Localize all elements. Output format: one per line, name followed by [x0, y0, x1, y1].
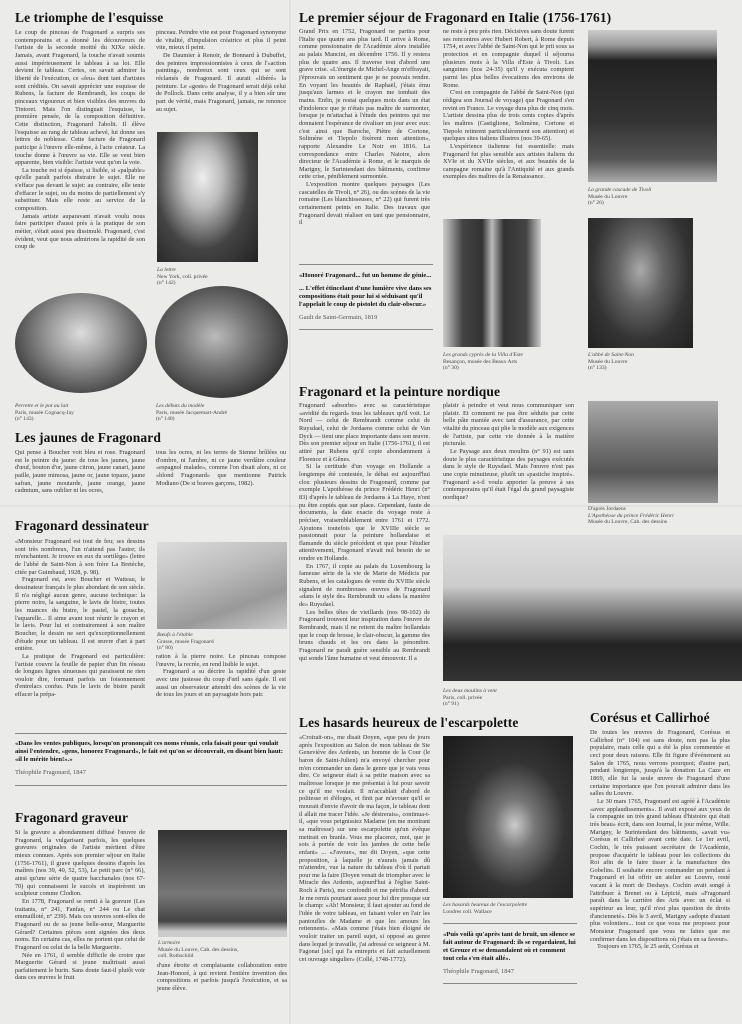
paragraph: ne reste à peu près rien. Décisives sans doute furent ses rencontres avec Hubert Robert, à Rome depuis 1754, et avec l'abbé de Saint-Non qui le prit sous sa protection et en compagnie duquel il séjourna plusieurs mois à la Villa d'Este à Tivoli. Les sanguines (nos 24-35) qu'il y exécuta comptent parmi les plus belles évocations des environs de Rome. — [443, 28, 574, 89]
painting-deux-moulins — [443, 535, 742, 681]
paragraph: Fragonard a su décrire la rapidité d'un geste avec une justesse du coup d'œil sans égale. Il est aussi un observateur attendri des scènes de la vie de tous les jours et un paysagiste hors pair. — [156, 668, 286, 699]
article-column — [15, 29, 145, 251]
paragraph: Fragonard «absorbe» avec sa caractéristique «avidité du regard» tous les tableaux qu'il voit. Le Nord — celui de Rembrandt comme celui de Ruysdael, celui de Jordaens comme celui de Van Dyck — tient une place importante dans son œuvre. Dès son premier séjour en Italie (1756-1761), il est attiré par Rubens qu'il copie abondamment à Florence et à Gênes. — [299, 402, 430, 463]
painting-grande-cascade-tivoli — [588, 30, 717, 182]
image-caption: L'armoire Musée du Louvre, Cab. des dessins, coll. Rothschild — [158, 940, 239, 960]
article-heading: Fragonard dessinateur — [15, 518, 149, 533]
paragraph: L'exposition montre quelques paysages (Les cascatelles de Tivoli, n° 26), ou des scènes de la vie romaine (Les blanchisseuses, n° 22) qui furent très certainement peints en Italie. Des travaux que Fragonard devait réaliser en tant que pensionnaire, il — [299, 181, 430, 227]
drawing-grands-cypres — [443, 219, 541, 347]
image-caption: Perrette et le pot au lait Paris, musée Cognacq-Jay (n° 143) — [15, 403, 74, 423]
article-column — [15, 538, 145, 699]
image-caption: Les débuts du modèle Paris, musée Jacquemart-André (n° 140) — [156, 403, 227, 423]
paragraph: Le coup de pinceau de Fragonard a surpris ses contemporains et a étonné les découvreurs de l'artiste de la seconde moitié du XIXe siècle. Jamais, avant Fragonard, la touche n'avait soumis aussi impérieusement le tableau à sa loi. Elle devient le tableau. Certes, on savait admirer la liberté de l'exécution, ce «feu» dont tant d'artistes sont crédités. On savait apprécier une esquisse de Rubens, la facture de Rembrandt, les coups de pinceaux vigoureux et bien visibles des œuvres du Tintoret. Mais l'on distinguait l'esquisse, la première pensée, de la composition définitive. Cette distinction, Fragonard l'abolit. Il élève l'esquisse au rang de tableau achevé, lui donne ses lettres de noblesse. Cette facture de Fragonard participe à l'œuvre elle-même, à l'acte créateur. La touche donne à l'œuvre sa vie. Elle se veut bien apparente, bien visible: l'artiste veut qu'on la voie. — [15, 29, 145, 167]
paragraph: Les belles têtes de vieillards (nos 98-102) de Fragonard trouvent leur inspiration dans l'œuvre de Rembrandt, mais il ne retient du maître hollandais que le coup de brosse, le clair-obscur, la gamme des bruns chauds et les ors dans la pénombre. Fragonard ne paraît guère sensible au Rembrandt qui sonde l'âme humaine et veut émouvoir. Il a — [299, 608, 430, 662]
article-column — [157, 962, 287, 993]
article-column — [590, 729, 730, 951]
painting-debuts-du-modele — [155, 286, 288, 398]
paragraph: Toujours en 1765, le 25 août, Corésus et — [597, 943, 699, 951]
pull-quote — [299, 264, 433, 330]
quote-text: «Dans les ventes publiques, lorsqu'on prononçait ces noms réunis, cela faisait pour qui voulait ainsi l'entendre, «gens, honorez Fragonard», le fait est qu'on se découvrait, en disant bien haut: «il le mérite bien!».» — [15, 740, 283, 763]
paragraph: La pratique de Fragonard est particulière: l'artiste couvre la feuille de papier d'un fin réseau de longues lignes sinueuses qui paraissent ne rien vouloir dire, formant parfois un foisonnement d'entrelacs confus. Puis le lavis de bistre paraît effacer la prépa- — [15, 652, 145, 699]
article-column — [299, 402, 430, 662]
quote-text: «Honoré Fragonard... fut un homme de génie... — [299, 272, 432, 279]
painting-perrette — [15, 293, 147, 393]
pull-quote — [15, 733, 287, 786]
paragraph: Née en 1761, il semble difficile de croire que Marguerite Gérard si jeune maîtrisait aussi parfaitement le burin. Sans doute faut-il plutôt voir dans ces œuvres le fruit — [15, 951, 145, 982]
paragraph: «Croirait-on», me disait Doyen, «que peu de jours après l'exposition au Salon de mon tableau de Ste Geneviève des Ardents, un homme de la Cour (le baron de Saint-Julien) m'a envoyé chercher pour m'en commander un dans le genre que je vais vous dire. Ce seigneur était à sa petite maison avec sa maîtresse lorsque je me présentai à lui pour savoir ce qu'il me voulait. Il m'accablait d'abord de politesse et d'éloges, et finit par m'avouer qu'il se mourait d'envie d'avoir de ma façon, le tableau dont il allait me tracer l'idée. «Je désirerais», continua-t-il, «que vous peignissiez Madame (en me montrant sa maîtresse) sur une escarpolette qu'un évêque mettrait en branle. Vous me placerez, moi, que je sois à portée de voir les jambes de cette belle enfant» ... «J'avoue», me dit Doyen, «que cette proposition, à laquelle je n'aurais jamais dû m'attendre, vue la nature du tableau d'où il partait pour me la faire (Doyen venait de triompher avec le Miracle des Ardents, aujourd'hui à l'église Saint-Roch à Paris), me confondit et me pétrifia d'abord. Je me remis pourtant assez pour lui dire presque sur le champ: «Ah! Monsieur, il faut ajouter au fond de l'idée de votre tableau, en faisant voler en l'air les pantoufles de Madame et que les amours les retiennent». «Mais comme j'étais bien éloigné de vouloir traiter un pareil sujet, si opposé au genre dans lequel je travaille, j'ai adressé ce seigneur à M. Fagonat [sic] qui l'a entrepris et fait actuellement cet ouvrage singulier» (Collé, 1748-1772). — [299, 734, 430, 964]
paragraph: De toutes les œuvres de Fragonard, Corésus et Callirhoé (n° 104) est sans doute, non pas la plus populaire, mais celle qui a été la plus commentée et ceci pour deux raisons. Elle fit figure d'événement au Salon de 1765, nous verrons pourquoi; d'autre part, pendant longtemps, jusqu'à la donation La Caze en 1869, elle fut la seule œuvre de Fragonard d'une certaine importance que l'on pouvait admirer dans les salles du Louvre. — [590, 729, 730, 798]
image-caption: La lettre New York, coll. privée (n° 142) — [157, 267, 208, 287]
image-caption: Les grands cyprès de la Villa d'Este Besançon, musée des Beaux Arts (n° 30) — [443, 352, 524, 372]
paragraph: tous les ocres, ni les terres de Sienne brûlées ou d'ombre, ni l'ambre, ni ce jaune verdâtre couleur «espagnol malade», comme l'on disait alors, ni ce «blond Fragonard» que mentionne Patrick Modiano (De si braves garçons, 1982). — [156, 449, 286, 487]
quote-text: «Puis voilà qu'après tant de bruit, un silence se fait autour de Fragonard: ils se regardaient, lui et Greuze et se demandaient où et comment tout cela s'en était allé». — [443, 931, 576, 962]
image-caption: D'après Jordaens L'Apothéose du prince Frédéric Henri Musée du Louvre, Cab. des dessins — [588, 506, 674, 526]
paragraph: La touche est si épaisse, si lisible, si «palpable» qu'elle paraît parfois distraire le sujet. Elle ne s'efface pas devant le sujet: au contraire, elle tente d'effacer le sujet, ou du moins de partiellement s'y substituer. Mais elle reste au service de la composition. — [15, 166, 145, 213]
paragraph: C'est en compagnie de l'abbé de Saint-Non (qui rédigea son Journal de voyage) que Fragonard s'en revint en France. Le voyage dura plus de cinq mois. L'artiste dessina plus de trois cents copies d'après les maîtres (Castiglione, Solimène, Cortone et Tiepolo retinrent particulièrement son attention) et quelques sites italiens illustres (nos 39-65). — [443, 89, 574, 143]
article-heading: Fragonard et la peinture nordique — [299, 384, 501, 399]
article-heading: Le triomphe de l'esquisse — [15, 10, 164, 25]
article-column — [15, 449, 145, 495]
paragraph: En 1767, il copie au palais du Luxembourg la fameuse série de la vie de Marie de Médicis par Rubens, et les catalogues de vente du XVIIIe siècle signalent de nombreuses œuvres de Fragonard «dans le style de» Rembrandt ou «dans la manière de» Ruysdael. — [299, 562, 430, 609]
article-heading: Les hasards heureux de l'escarpolette — [299, 715, 519, 730]
quote-author: Théophile Fragonard, 1847 — [443, 968, 514, 975]
paragraph: En 1778, Fragonard se remit à la gravure (Les traitants, n° 241, Fanfan, n° 244 ou Le chat emmailloté, n° 239). Mais ces œuvres sont-elles de Fragonard ou de sa jeune belle-sœur, Marguerite Gérard? Certaines pièces sont signées des deux noms. En certains cas, elles ne portent que celui de Fragonard ou celui de la belle Marguerite. — [15, 897, 145, 951]
quote-author: Théophile Fragonard, 1847 — [15, 769, 86, 776]
article-column — [156, 449, 286, 487]
paragraph: pinceau. Peindre vite est pour Fragonard synonyme de vitalité, d'impulsion créatrice et plus il peint vite, mieux il peint. — [156, 29, 286, 52]
image-caption: Bœufs à l'étable Grasse, musée Fragonard (n° 80) — [157, 632, 214, 652]
pull-quote — [443, 923, 577, 984]
article-column — [443, 28, 574, 181]
article-heading: Fragonard graveur — [15, 810, 129, 825]
paragraph: Le Paysage aux deux moulins (n° 91) est sans doute le plus caractéristique des paysages exécutés dans le style de Ruysdael. Mais l'œuvre n'est pas une copie minutieuse, plutôt un «pastiche inspiré». Fragonard a-t-il voulu apporter la preuve à ses contemporains qu'il était l'égal du grand paysagiste nordique? — [443, 447, 574, 501]
paragraph: Si la gravure a abondamment diffusé l'œuvre de Fragonard, la vulgarisant parfois, les quelques gravures originales de l'artiste méritent d'être mieux connues. Après son premier séjour en Italie (1756-1761), il grave quelques dessins d'après les maîtres (nos 39, 40, 52, 53), Le petit parc (n° 66), ainsi qu'une série de quatre bacchanales (nos 67-70) qui connaissent le succès et inspirèrent un sculpteur comme Clodion. — [15, 829, 145, 898]
paragraph: Qui pense à Boucher voit bleu et rose. Fragonard est le peintre du jaune: de tous les jaunes, jaune d'œuf, bouton d'or, jaune citron, jaune canari, jaune paille, jaune mimosa, jaune or, jaune topaze, jaune safran, jaune moutarde, jaune orange, jaune cadmium, sans oublier ni les ocres, — [15, 449, 145, 495]
drawing-apotheose-jordaens — [588, 401, 718, 503]
article-column — [15, 829, 145, 982]
image-caption: L'abbé de Saint-Non Musée du Louvre (n° 133) — [588, 352, 634, 372]
paragraph: De Daumier à Renoir, de Bonnard à Dubuffet, des peintres impressionnistes à ceux de l'«action painting», nombreux sont ceux qui se sont réclamés de Fragonard. Il aurait «libéré» la peinture. Le «geste» de Fragonard serait déjà celui de Pollock. Dans cette analyse, il y a bien sûr une part de vérité, mais Fragonard, jamais, ne renonce au sujet. — [156, 51, 286, 113]
quote-author: Gault de Saint-Germain, 1819 — [299, 314, 378, 321]
image-caption: Les deux moulins à vent Paris, coll. privée (n° 91) — [443, 688, 497, 708]
article-heading: Les jaunes de Fragonard — [15, 430, 161, 445]
paragraph: d'une étroite et complaisante collaboration entre Jean-Honoré, à qui revient l'entière invention des compositions et parfois jusqu'à l'exécution, et sa jeune élève. — [157, 962, 287, 992]
painting-abbe-saint-non — [588, 218, 693, 348]
article-column — [299, 734, 430, 964]
engraving-armoire — [158, 830, 287, 937]
quote-text: ... L'effet étincelant d'une lumière vive dans ses compositions était pour lui si séduisant qu'il l'appelait le coup de pistolet du clair-obscur.» — [299, 285, 432, 308]
paragraph: Le 30 mars 1765, Fragonard est agréé à l'Académie «avec applaudissements». Il avait exposé aux yeux de la compagnie un très grand tableau d'histoire qui était très beau» écrit, dans son Journal, le jour même, Wille. Marigny, le Surintendant des bâtiments, «avait vu» Corésus et Callirhoé avant cette date. Le 1er avril, Cochin, le très puissant secrétaire de l'Académie, propose d'acquérir le tableau pour les collections du Roi afin de le faire tisser à la manufacture des Gobelins. Il souhaite encore commander un pendant à Fragonard et lui offrir un atelier au Louvre, resté vacant à la mort de Deshays. Cochin avait songé à l'attribuer à Brenet ou à Lépicié, mais «Fragonard paraît dans la carrière des Arts avec un éclat si supérieur au leur, qu'il n'est plus question de droits d'ancienneté». Dès le 3 avril, Marigny «adopte d'autant plus volontiers... tout ce que vous me proposez pour Monsieur Fragonard que vous ne faites que me confirmer dans les dispositions où j'étais en sa faveur». — [590, 797, 730, 943]
page-fold — [289, 0, 291, 1024]
article-column — [156, 29, 286, 113]
painting-escarpolette — [443, 736, 573, 898]
article-heading: Corésus et Callirhoé — [590, 710, 710, 725]
paragraph: plaisir à peindre et veut nous communiquer son plaisir. Et comment ne pas être séduits par cette belle pâte maniée avec tant d'assurance, par cette vitalité du pinceau qui plie le modèle aux exigences de l'artiste, par cette vie donnée à la matière picturale. — [443, 402, 574, 448]
paragraph: Grand Prix en 1752, Fragonard ne partira pour l'Italie que quatre ans plus tard. Il arrive à Rome, comme pensionnaire de l'Académie alors installée au palais Mancini, en décembre 1756. Il y restera plus de quatre ans. Il traverse tout d'abord une grave crise. «L'énergie de Michel-Ange m'effrayait, j'éprouvais un sentiment que je ne pouvais rendre. En voyant les beautés de Raphaël, j'étais ému jusqu'aux larmes et le crayon me tombait des mains. Enfin, je restai quelques mois dans un état d'indolence que je n'étais pas maître de surmonter, lorsque je m'attachai à l'étude des peintres qui me donnaient l'espérance de rivaliser un jour avec eux: c'est ainsi que Baroche, Piètre de Cortone, Solimène et Tiepolo fixèrent mon attention», rapporte Alexandre Le Noir en 1816. La correspondance entre Charles Natoire, alors directeur de l'Académie à Rome, et le marquis de Marigny, le Surintendant des bâtiments, confirme cette crise, péniblement surmontée. — [299, 28, 430, 181]
article-column — [299, 28, 430, 227]
paragraph: L'expérience italienne fut essentielle: mais Fragonard fut plus sensible aux artistes italiens du XVIe et du XVIIe siècles, et aux beautés de la campagne romaine qu'à l'Antiquité et aux grands exemples des maîtres de la Renaissance. — [443, 142, 574, 181]
image-caption: Les hasards heureux de l'escarpolette Londres coll. Wallace — [443, 902, 528, 915]
article-column — [443, 402, 574, 502]
paragraph: Jamais artiste auparavant n'avait voulu nous faire participer d'aussi près à la pratique de son métier, s'était aussi peu dissimulé. Fragonard, c'est évident, veut que nous admirions la rapidité de son coup de — [15, 212, 145, 251]
article-column — [156, 653, 286, 699]
drawing-boeufs-etable — [157, 542, 287, 629]
paragraph: «Monsieur Fragonard est tout de feu; ses dessins sont très nombreux, l'un n'attend pas l'autre; ils m'enchantent. Je trouve en eux du sortilège» (lettre de l'abbé de Saint-Non à son frère La Bretèche, citée par Guimbaud, 1928, p. 98). — [15, 538, 145, 576]
paragraph: Fragonard est, avec Boucher et Watteau, le dessinateur français le plus abondant de son siècle. Il n'a négligé aucun genre, aucune technique: la pierre noire, la sanguine, le lavis de bistre, toutes les nuances du bistre, le pastel, la gouache, l'aquarelle... Il aime avant tout réunir le crayon et le lavis. Pour lui et contrairement à son maître Boucher, le dessin ne sert qu'exceptionnellement d'étude pour un tableau. Il est œuvre d'art à part entière. — [15, 576, 145, 653]
article-heading: Le premier séjour de Fragonard en Italie (1756-1761) — [299, 10, 612, 25]
painting-la-lettre — [157, 132, 258, 262]
paragraph: Si la certitude d'un voyage en Hollande a longtemps été contestée, le débat est aujourd'hui clos: plusieurs dessins de Fragonard, comme par exemple L'apothéose du prince Frédéric Henri (n° 83) d'après le tableau de Jordaens à La Haye, n'ont pu être copiés que sur place. Cependant, faute de documents, la date exacte du voyage reste à préciser, vraisemblablement entre 1761 et 1772. Ajoutons toutefois que le XVIIIe siècle se passionnait pour la peinture hollandaise et flamande du siècle précédent et que pour l'étudier attentivement, Fragonard n'avait nul besoin de se rendre en Hollande. — [299, 463, 430, 563]
image-caption: La grande cascade de Tivoli Musée du Louvre (n° 26) — [588, 187, 652, 207]
paragraph: ration à la pierre noire. Le pinceau compose l'œuvre, la recrée, en rend lisible le sujet. — [156, 653, 286, 668]
